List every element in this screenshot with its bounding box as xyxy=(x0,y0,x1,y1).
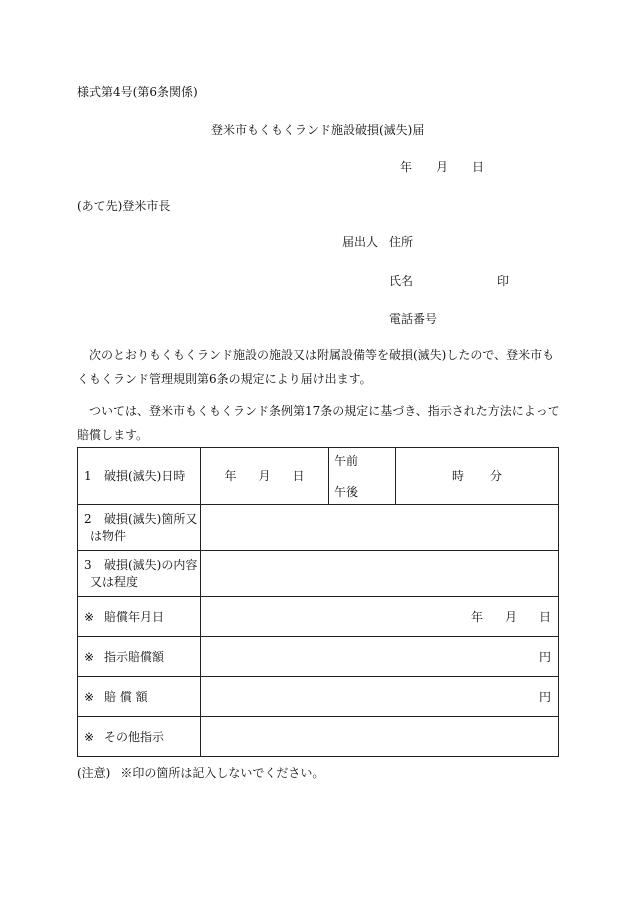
other-instructions-input-cell[interactable] xyxy=(201,717,559,757)
seal-mark: 印 xyxy=(497,274,510,288)
month-label: 月 xyxy=(258,469,271,483)
declaration-paragraph xyxy=(77,343,559,391)
note-label: (注意) xyxy=(77,766,111,780)
document-title: 登米市もくもくランド施設破損(滅失)届 xyxy=(211,123,425,137)
date-day-label: 日 xyxy=(472,160,485,174)
table-row-compensation-amount xyxy=(78,677,559,717)
row-number: 3 xyxy=(84,557,92,572)
note xyxy=(77,767,324,779)
addressee: (あて先)登米市長 xyxy=(77,199,171,213)
date-line xyxy=(400,161,484,173)
phone-label: 電話番号 xyxy=(389,312,438,326)
row-number: 2 xyxy=(84,511,92,526)
extent-input-cell[interactable] xyxy=(201,551,559,597)
date-year-label: 年 xyxy=(400,160,413,174)
other-instructions-label: その他指示 xyxy=(104,729,165,744)
row-number: 1 xyxy=(84,469,92,483)
table-row-instructed-amount xyxy=(78,637,559,677)
datetime-label-cell xyxy=(78,448,201,505)
compensation-amount-label: 賠 償 額 xyxy=(104,689,148,704)
compensation-date-input-cell[interactable] xyxy=(201,597,559,637)
reference-mark: ※ xyxy=(84,729,95,744)
instructed-amount-input-cell[interactable] xyxy=(201,637,559,677)
pm-option[interactable]: 午後 xyxy=(334,485,359,499)
extent-label-cell xyxy=(78,551,201,597)
table-row-location xyxy=(78,505,559,551)
extent-label-line-1: 破損(滅失)の内容 xyxy=(104,557,198,572)
date-month-label: 月 xyxy=(436,160,449,174)
table-row-compensation-date xyxy=(78,597,559,637)
location-input-cell[interactable] xyxy=(201,505,559,551)
hour-label: 時 xyxy=(451,469,464,483)
declaration-line-1: 次のとおりもくもくランド施設の施設又は附属設備等を破損(滅失)したので、登米市も xyxy=(89,348,555,362)
am-option[interactable]: 午前 xyxy=(334,454,359,468)
day-label: 日 xyxy=(538,609,551,624)
damage-report-table xyxy=(77,447,559,757)
time-input-cell[interactable] xyxy=(396,448,559,505)
instructed-amount-label-cell xyxy=(78,637,201,677)
datetime-label: 破損(滅失)日時 xyxy=(104,469,186,483)
compensation-line-1: ついては、登米市もくもくランド条例第17条の規定に基づき、指示された方法によって xyxy=(89,404,560,418)
declaration-line-2: くもくランド管理規則第6条の規定により届け出ます。 xyxy=(77,372,372,386)
table-row-extent xyxy=(78,551,559,597)
location-label-cell xyxy=(78,505,201,551)
address-label: 住所 xyxy=(389,235,414,249)
minute-label: 分 xyxy=(490,469,503,483)
year-label: 年 xyxy=(470,609,483,624)
compensation-date-label-cell xyxy=(78,597,201,637)
compensation-line-2: 賠償します。 xyxy=(77,428,149,442)
reference-mark: ※ xyxy=(84,649,95,664)
compensation-amount-input-cell[interactable] xyxy=(201,677,559,717)
day-label: 日 xyxy=(292,469,305,483)
compensation-amount-label-cell xyxy=(78,677,201,717)
yen-unit: 円 xyxy=(538,649,551,664)
yen-unit: 円 xyxy=(538,689,551,704)
reference-mark: ※ xyxy=(84,689,95,704)
other-instructions-label-cell xyxy=(78,717,201,757)
applicant-label: 届出人 xyxy=(342,235,379,249)
table-row-other-instructions xyxy=(78,717,559,757)
location-label-line-2: は物件 xyxy=(90,528,127,543)
date-input-cell[interactable] xyxy=(201,448,329,505)
am-pm-cell[interactable] xyxy=(329,448,396,505)
note-text: ※印の箇所は記入しないでください。 xyxy=(120,766,325,780)
form-number: 様式第4号(第6条関係) xyxy=(77,85,198,99)
year-label: 年 xyxy=(224,469,237,483)
name-label: 氏名 xyxy=(389,274,414,288)
location-label-line-1: 破損(滅失)箇所又 xyxy=(104,511,198,526)
compensation-date-label: 賠償年月日 xyxy=(104,609,165,624)
table-row-datetime xyxy=(78,448,559,505)
extent-label-line-2: 又は程度 xyxy=(90,574,139,589)
month-label: 月 xyxy=(504,609,517,624)
reference-mark: ※ xyxy=(84,609,95,624)
compensation-paragraph xyxy=(77,399,559,447)
instructed-amount-label: 指示賠償額 xyxy=(104,649,165,664)
